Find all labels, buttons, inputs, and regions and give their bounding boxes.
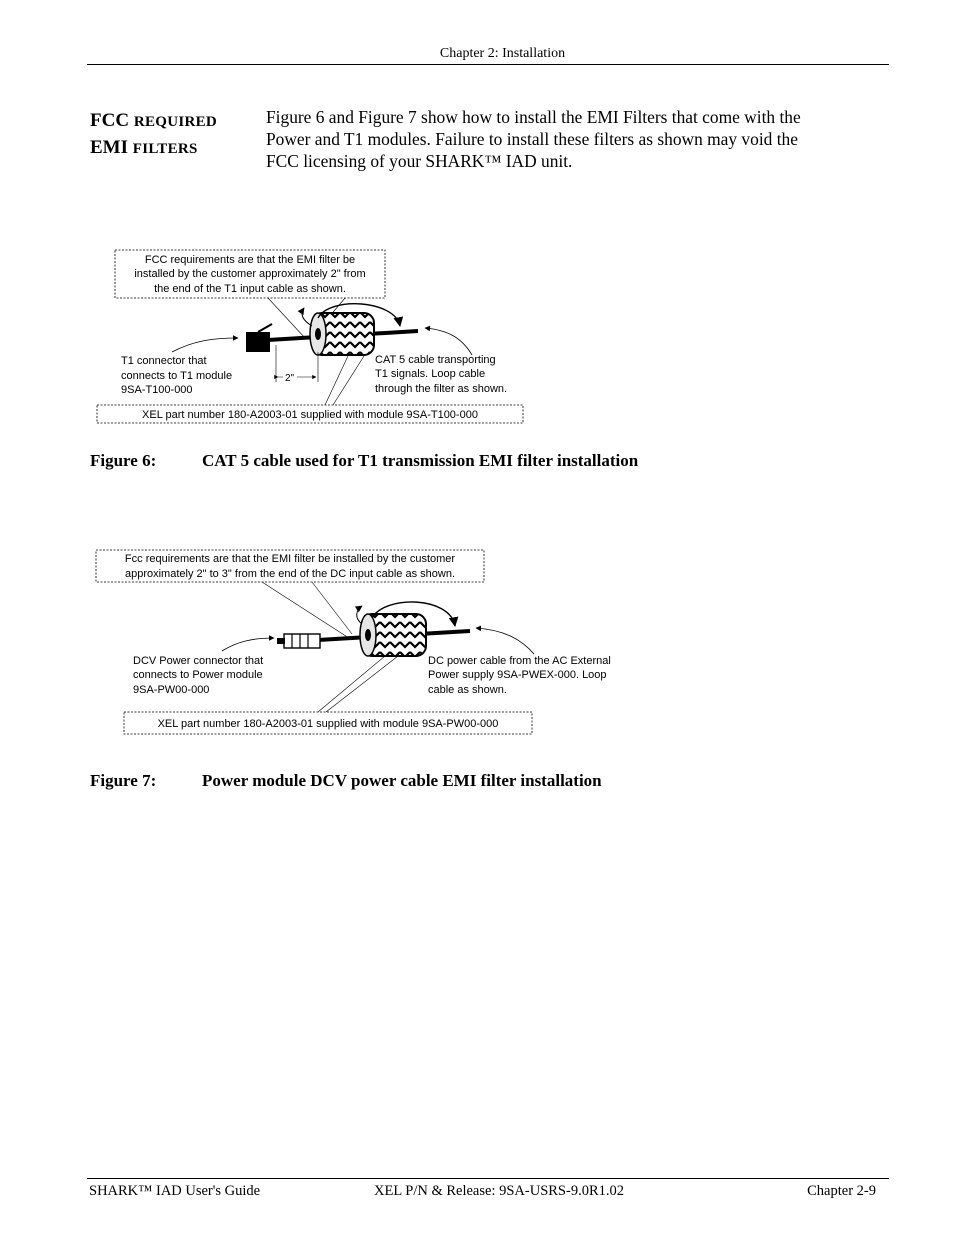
figure7-caption — [90, 771, 602, 791]
fig7-part-note: XEL part number 180-A2003-01 supplied with module 9SA-PW00-000 — [157, 718, 499, 730]
section-heading — [90, 108, 217, 162]
intro-paragraph — [266, 106, 876, 172]
fig6-emi-filter — [310, 313, 374, 355]
fig7-left-label: 9SA-PW00-000 — [133, 684, 210, 696]
intro-line: Power and T1 modules. Failure to install these filters as shown may void the — [266, 129, 798, 149]
fig6-left-label: T1 connector that — [121, 355, 207, 367]
fig6-connector-latch — [258, 324, 272, 332]
fig6-box-text: installed by the customer approximately 2" from — [134, 268, 366, 280]
fig7-part-leader — [326, 656, 398, 712]
fig7-box-text: Fcc requirements are that the EMI filter be installed by the customer — [124, 553, 456, 565]
fig7-right-label: DC power cable from the AC External — [428, 655, 611, 667]
fig7-dcv-connector — [277, 634, 320, 648]
fig6-left-label: 9SA-T100-000 — [121, 384, 193, 396]
fig7-left-label: connects to Power module — [133, 669, 263, 681]
footer-page-number: Chapter 2-9 — [807, 1183, 876, 1199]
fig7-leader — [312, 582, 352, 634]
heading-required: REQUIRED — [133, 114, 218, 130]
intro-line: Figure 6 and Figure 7 show how to install the EMI Filters that come with the — [266, 107, 801, 127]
fig6-box-text: FCC requirements are that the EMI filter be — [144, 254, 356, 266]
figure7-caption-label: Figure 7: — [90, 771, 157, 790]
fig6-left-arrow — [172, 338, 238, 352]
footer-guide-title: SHARK™ IAD User's Guide — [89, 1183, 261, 1199]
footer-rule — [87, 1178, 889, 1179]
fig6-left-label: connects to T1 module — [121, 370, 233, 382]
fig6-part-note: XEL part number 180-A2003-01 supplied with module 9SA-T100-000 — [142, 409, 478, 421]
fig7-emi-filter — [360, 614, 426, 656]
figure7-diagram — [0, 540, 954, 745]
fig6-t1-connector — [246, 332, 270, 352]
fig7-right-arrow — [476, 628, 534, 654]
fig6-right-label: T1 signals. Loop cable — [375, 368, 486, 380]
figure6-caption — [90, 451, 638, 471]
fig7-box-text: approximately 2" to 3" from the end of the DC input cable as shown. — [124, 568, 456, 580]
fig6-dim-label: 2" — [285, 373, 295, 384]
fig7-leader — [262, 582, 352, 640]
figure7-caption-text: Power module DCV power cable EMI filter installation — [202, 771, 602, 790]
header-rule — [87, 64, 889, 65]
fig7-right-label: cable as shown. — [428, 684, 507, 696]
heading-filters: FILTERS — [132, 141, 198, 157]
figure6-diagram — [0, 240, 954, 440]
heading-fcc: FCC — [90, 110, 130, 131]
footer-part-number: XEL P/N & Release: 9SA-USRS-9.0R1.02 — [374, 1183, 624, 1199]
running-header: Chapter 2: Installation — [439, 46, 566, 61]
fig6-part-leader — [325, 356, 348, 405]
fig7-left-arrow — [222, 638, 274, 651]
fig6-right-arrow — [425, 328, 472, 355]
intro-line: FCC licensing of your SHARK™ IAD unit. — [266, 151, 573, 171]
figure6-caption-text: CAT 5 cable used for T1 transmission EMI filter installation — [202, 451, 639, 470]
fig6-leader — [268, 298, 305, 338]
fig7-part-leader — [318, 656, 385, 712]
fig6-part-leader — [333, 356, 364, 405]
fig7-right-label: Power supply 9SA-PWEX-000. Loop — [428, 669, 607, 681]
figure6-caption-label: Figure 6: — [90, 451, 157, 470]
heading-emi: EMI — [90, 137, 128, 158]
fig7-left-label: DCV Power connector that — [133, 655, 264, 667]
fig6-right-label: through the filter as shown. — [375, 383, 508, 395]
fig6-right-label: CAT 5 cable transporting — [375, 354, 496, 366]
fig6-box-text: the end of the T1 input cable as shown. — [154, 283, 346, 295]
